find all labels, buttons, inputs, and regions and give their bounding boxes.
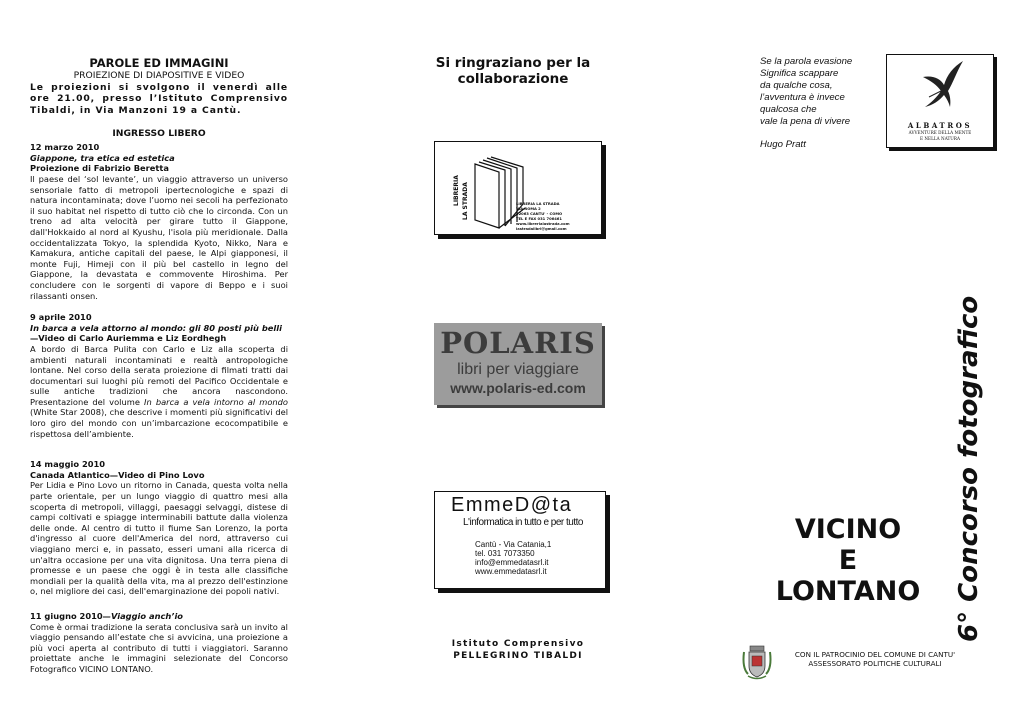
event-item bbox=[30, 312, 288, 439]
event-item bbox=[30, 142, 288, 301]
libreria-info-line: TEL E FAX 031 706461 bbox=[516, 217, 562, 221]
quote-line: vale la pena di vivere bbox=[760, 116, 851, 127]
program-subtitle: PROIEZIONE DI DIAPOSITIVE E VIDEO bbox=[73, 70, 245, 81]
patronage-line: CON IL PATROCINIO DEL COMUNE DI CANTU' bbox=[794, 650, 956, 659]
albatros-name: ALBATROS bbox=[907, 121, 973, 130]
quote-line: da qualche cosa, bbox=[760, 80, 833, 91]
libreria-info-line: www.librerialastrada.com bbox=[516, 222, 570, 226]
event-description: Come è ormai tradizione la serata conclusiva sarà un invito al viaggio pensando all’estate che si avvicina, una proiezione a più voci aperta al contributo di tutti i viaggiatori. Saranno proiettate anche le immagini selezionate del Concorso Fotografico VICINO LONTANO. bbox=[30, 621, 288, 674]
albatross-bird-icon bbox=[917, 57, 967, 117]
quote-line: Se la parola evasione bbox=[760, 56, 853, 67]
event-description: Il paese del ‘sol levante’, un viaggio attraverso un universo sensoriale fatto di metropoli ipertecnologiche e spazi di natura incontaminata; dove l’uomo nei secoli ha perfezionato il suo habitat nel rispetto di tutto ciò che lo circonda. Con un treno ad alta velocità per girare tutto il Giappone, dall'Hokkaido al nord al Kyushu, l'isola più meridionale. Dalla occidentalizzata Tokyo, la splendida Kyoto, Nikko, Nara e Kamakura, antiche capitali del paese, le Alpi giapponesi, il monte Fuji, Himeji con il più bel castello in legno del Giappone, la devastata e commovente Hiroshima. Per concludere con le sorgenti di vapore di Beppo e i suoi rilassanti onsen. bbox=[30, 174, 288, 301]
emmedata-tagline: L'informatica in tutto e per tutto bbox=[463, 517, 583, 528]
quote-line: l’avventura è invece bbox=[760, 92, 845, 103]
quote-block bbox=[760, 56, 878, 151]
event-title: —Viaggio anch’io bbox=[102, 610, 184, 621]
event-date: 9 aprile 2010 bbox=[30, 312, 92, 323]
libreria-vertical-text: LA STRADA bbox=[462, 182, 469, 220]
libreria-info-line: VIA ROMA 2 bbox=[516, 207, 541, 211]
description-text: (White Star 2008), che descrive i momenti più significativi del loro giro del mondo con un’imbarcazione ecocompatibile e rispettosa dell’ambiente. bbox=[30, 407, 288, 439]
school-line: PELLEGRINO TIBALDI bbox=[453, 651, 583, 661]
albatros-logo bbox=[886, 54, 994, 148]
event-date: 14 maggio 2010 bbox=[30, 459, 106, 470]
polaris-url: www.polaris-ed.com bbox=[450, 380, 586, 396]
polaris-tagline: libri per viaggiare bbox=[457, 361, 579, 378]
program-column bbox=[30, 56, 288, 686]
albatros-tagline-line: E NELLA NATURA bbox=[920, 135, 960, 141]
libreria-contact bbox=[516, 202, 570, 232]
title-line: VICINO bbox=[794, 514, 902, 545]
polaris-name: POLARIS bbox=[440, 326, 596, 360]
event-title: Giappone, tra etica ed estetica bbox=[30, 152, 175, 163]
event-author: Proiezione di Fabrizio Beretta bbox=[30, 163, 169, 174]
event-date: 12 marzo 2010 bbox=[30, 142, 100, 153]
emmedata-phone: tel. 031 7073350 bbox=[475, 549, 535, 558]
event-item bbox=[30, 459, 288, 597]
book-title: In barca a vela intorno al mondo bbox=[144, 396, 289, 407]
emmedata-name: EmmeD@ta bbox=[451, 494, 573, 516]
quote-line: Significa scappare bbox=[760, 68, 839, 79]
program-intro: Le proiezioni si svolgono il venerdì alle ore 21.00, presso l’Istituto Comprensivo Tibaldi, in Via Manzoni 19 a Cantù. bbox=[30, 82, 288, 116]
emmedata-web: www.emmedatasrl.it bbox=[475, 567, 547, 576]
cantu-crest-icon bbox=[740, 644, 774, 682]
thanks-heading: Si ringraziano per la collaborazione bbox=[435, 55, 591, 87]
title-line: LONTANO bbox=[775, 576, 921, 607]
libreria-la-strada-logo bbox=[434, 141, 602, 235]
emmedata-address: Cantù - Via Catania,1 bbox=[475, 540, 552, 549]
event-title: In barca a vela attorno al mondo: gli 80 posti più belli bbox=[30, 322, 282, 333]
event-title: Canada Atlantico—Video di Pino Lovo bbox=[30, 469, 205, 480]
contest-vertical-title: 6° Concorso fotografico bbox=[954, 295, 984, 642]
albatros-tagline-line: AVVENTURE DELLA MENTE bbox=[908, 130, 972, 135]
program-title: PAROLE ED IMMAGINI bbox=[89, 56, 229, 70]
emmedata-email: info@emmedatasrl.it bbox=[475, 558, 549, 567]
event-description bbox=[30, 344, 288, 439]
event-date: 11 giugno 2010 bbox=[30, 610, 103, 621]
libreria-info-line: 22063 CANTU' - COMO bbox=[516, 212, 563, 216]
event-description: Per Lidia e Pino Lovo un ritorno in Canada, questa volta nella parte orientale, per un lungo viaggio di quattro mesi alla scoperta di metropoli, villaggi, paesaggi selvaggi, distese di campi coltivati e spiagge interminabili battute dalla violenza delle onde. Al centro di tutto il fiume San Lorenzo, la porta d'ingresso al cuore dell'America del nord, attraverso cui viaggiano merci e, in passato, esseri umani alla ricerca di un'altra occasione per una vita dignitosa. Una terra piena di promesse e un paese che oggi è in testa alle classifiche mondiali per la qualità della vita, ma al prezzo dell'estinzione o, nel migliore dei casi, dell'emarginazione dei popoli nativi. bbox=[30, 480, 288, 597]
entry-label: INGRESSO LIBERO bbox=[112, 128, 206, 140]
patronage-line: ASSESSORATO POLITICHE CULTURALI bbox=[808, 659, 942, 669]
event-heading bbox=[30, 611, 288, 622]
description-text: A bordo di Barca Pulita con Carlo e Liz alla scoperta di ambienti naturali incontaminati e realtà antropologiche lontane. Nel corso della serata proiezione di filmati tratti dai documentari sui luoghi più remoti del Pacifico Occidentale e sulle antiche tradizioni che ancora nascondono. Presentazione del volume bbox=[30, 343, 288, 407]
libreria-vertical-text: LIBRERIA bbox=[453, 175, 460, 206]
polaris-logo bbox=[434, 323, 602, 405]
emmedata-logo bbox=[434, 491, 606, 589]
title-line: E bbox=[838, 545, 858, 576]
libreria-info-line: LIBRERIA LA STRADA bbox=[516, 202, 560, 206]
event-heading bbox=[30, 323, 288, 344]
event-item bbox=[30, 611, 288, 675]
emmedata-contact bbox=[475, 540, 605, 576]
contest-title bbox=[763, 514, 933, 607]
quote-author: Hugo Pratt bbox=[760, 139, 806, 150]
event-author: —Video di Carlo Auriemma e Liz Eordhegh bbox=[30, 333, 227, 344]
quote-line: qualcosa che bbox=[760, 104, 817, 115]
school-name bbox=[420, 638, 616, 662]
patronage-note bbox=[786, 650, 964, 669]
libreria-info-line: lastradalibri@gmail.com bbox=[516, 227, 567, 231]
albatros-tagline bbox=[887, 130, 993, 141]
school-line: Istituto Comprensivo bbox=[451, 639, 585, 649]
